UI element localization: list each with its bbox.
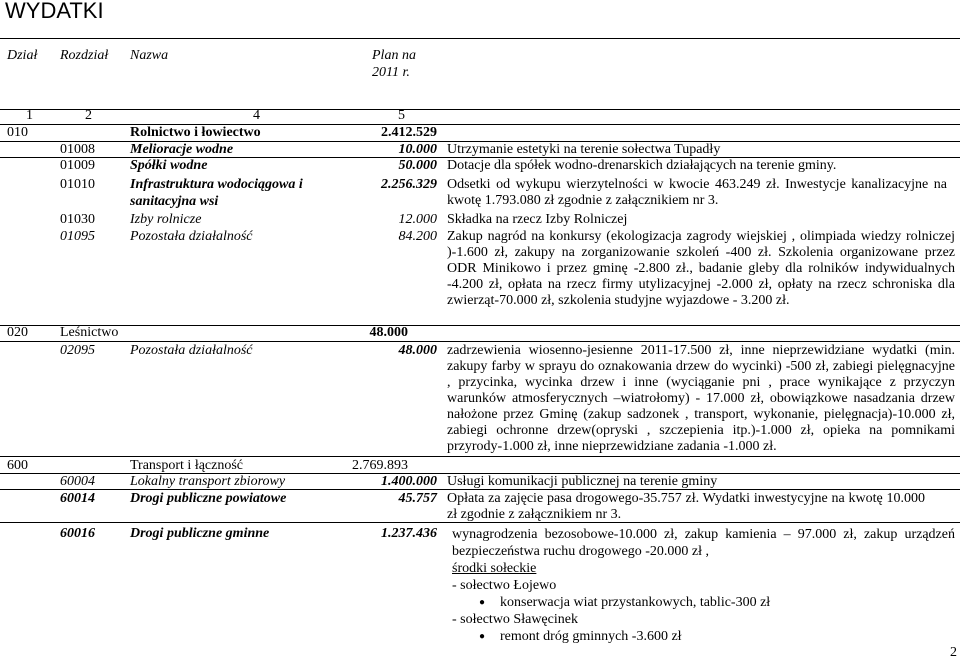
table-header bbox=[0, 38, 960, 110]
colnum-1: 1 bbox=[26, 108, 33, 123]
srodki-soleckie: środki sołeckie bbox=[452, 561, 537, 576]
page-number: 2 bbox=[950, 645, 957, 660]
header-rozdzial: Rozdział bbox=[60, 48, 109, 63]
header-plan: Plan na 2011 r. bbox=[372, 48, 416, 80]
column-numbers bbox=[0, 108, 960, 124]
colnum-4: 4 bbox=[253, 108, 260, 123]
colnum-5: 5 bbox=[398, 108, 405, 123]
bullet-item: ● remont dróg gminnych -3.600 zł bbox=[452, 628, 955, 645]
colnum-2: 2 bbox=[85, 108, 92, 123]
header-dzial: Dział bbox=[7, 48, 38, 63]
page-title: WYDATKI bbox=[5, 0, 104, 23]
header-nazwa: Nazwa bbox=[130, 48, 169, 63]
bullet-item: ● konserwacja wiat przystankowych, tablic-300 zł bbox=[452, 594, 955, 611]
